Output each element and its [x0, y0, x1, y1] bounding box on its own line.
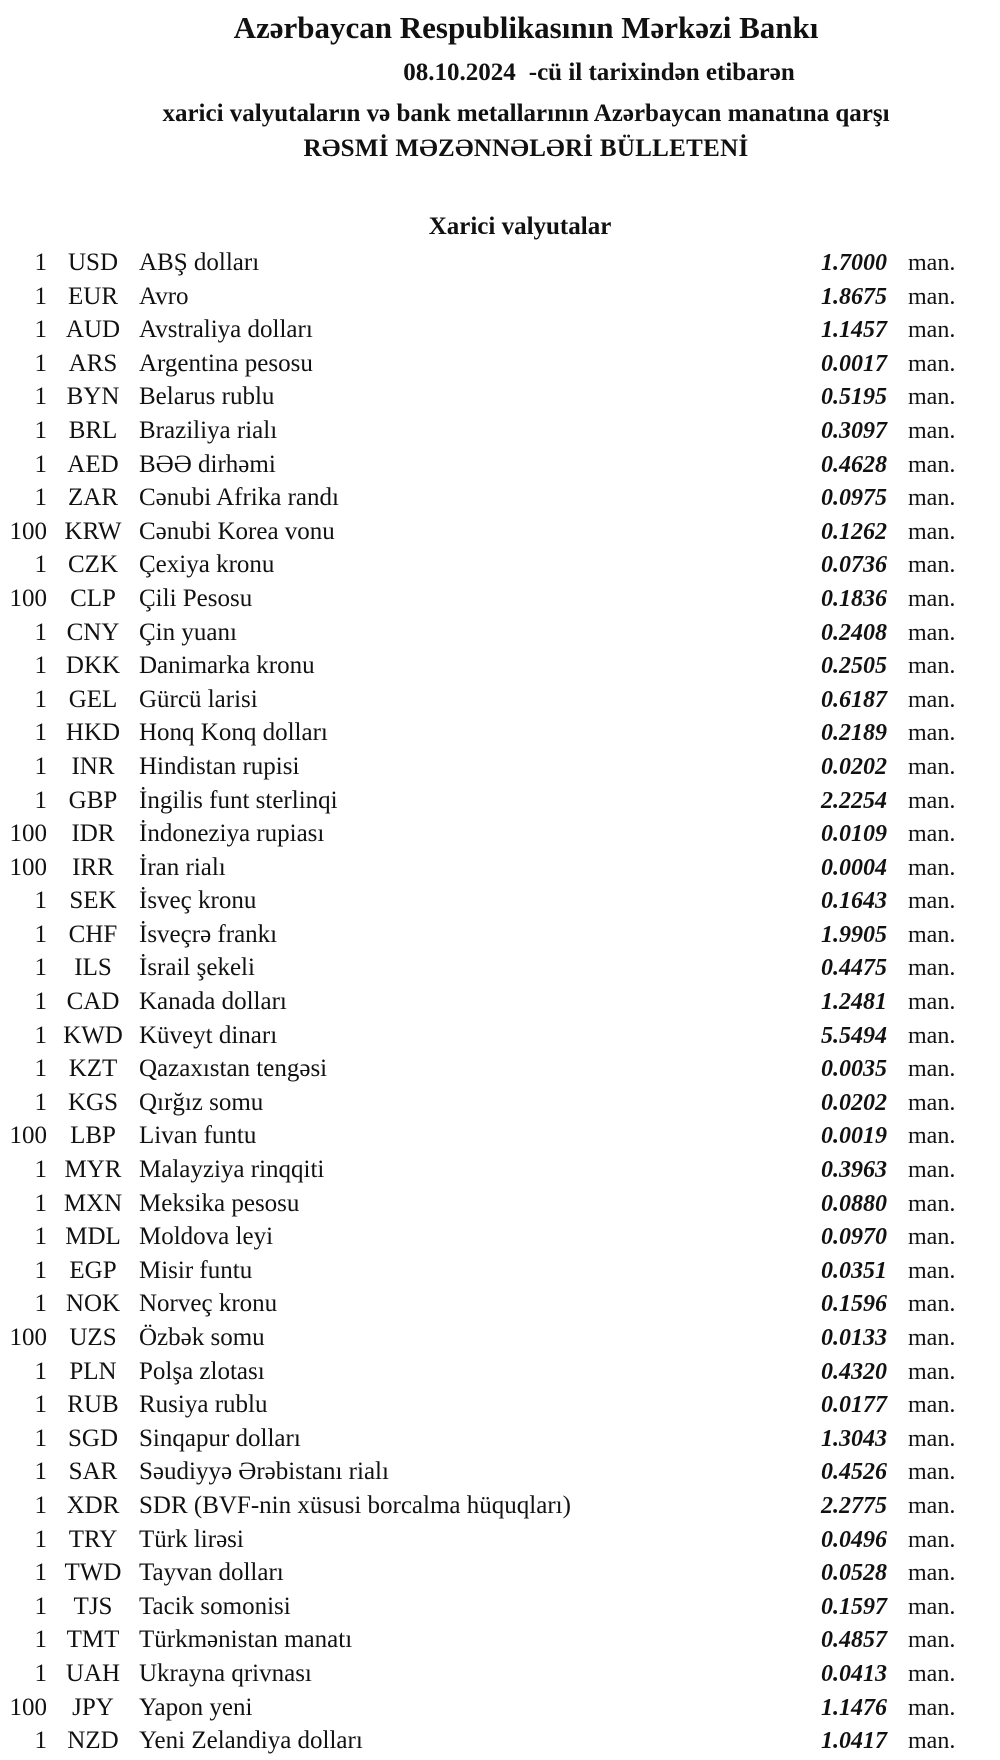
currency-row [0, 1422, 1000, 1456]
currency-code: NOK [65, 1290, 121, 1318]
unit-label: man. [908, 787, 956, 814]
rate-value: 2.2775 [821, 1492, 887, 1519]
unit-label: man. [908, 451, 956, 478]
nominal: 1 [34, 988, 47, 1016]
nominal: 1 [34, 1055, 47, 1083]
currency-row [0, 784, 1000, 818]
unit-label: man. [908, 1123, 956, 1150]
currency-code: SEK [69, 887, 117, 915]
unit-label: man. [908, 1089, 956, 1116]
unit-label: man. [908, 720, 956, 747]
unit-label: man. [908, 653, 956, 680]
nominal: 1 [34, 316, 47, 344]
currency-code: AED [67, 450, 119, 478]
currency-code: TMT [66, 1626, 120, 1654]
currency-name: Ukrayna qrivnası [139, 1659, 312, 1687]
currency-code: GBP [68, 786, 118, 814]
currency-name: Səudiyyə Ərəbistanı rialı [139, 1458, 389, 1486]
currency-row [0, 280, 1000, 314]
rate-value: 0.0109 [821, 821, 887, 848]
rate-value: 0.2408 [821, 619, 887, 646]
currency-code: CHF [68, 920, 118, 948]
bulletin-subtitle: xarici valyutaların və bank metallarının Azərbaycan manatına qarşı [162, 100, 890, 127]
currency-code: ARS [68, 349, 118, 377]
unit-label: man. [908, 1358, 956, 1385]
currency-name: Livan funtu [139, 1122, 257, 1150]
unit-label: man. [908, 854, 956, 881]
currency-code: IDR [71, 820, 115, 848]
nominal: 1 [34, 450, 47, 478]
rate-value: 0.0019 [821, 1123, 887, 1150]
unit-label: man. [908, 888, 956, 915]
currency-code: KZT [68, 1055, 118, 1083]
currency-code: CNY [66, 618, 120, 646]
currency-name: Avro [139, 282, 189, 310]
rate-value: 1.3043 [821, 1425, 887, 1452]
currency-code: MXN [63, 1189, 123, 1217]
rate-value: 1.2481 [821, 989, 887, 1016]
nominal: 100 [9, 584, 47, 612]
unit-label: man. [908, 1022, 956, 1049]
rate-value: 0.5195 [821, 384, 887, 411]
unit-label: man. [908, 1056, 956, 1083]
currency-row [0, 1019, 1000, 1053]
currency-row [0, 515, 1000, 549]
nominal: 1 [34, 652, 47, 680]
rate-value: 0.0970 [821, 1224, 887, 1251]
nominal: 1 [34, 1727, 47, 1755]
currency-name: Argentina pesosu [139, 349, 313, 377]
currency-name: Özbək somu [139, 1324, 265, 1351]
rate-value: 0.0736 [821, 552, 887, 579]
unit-label: man. [908, 1157, 956, 1184]
currency-name: İndoneziya rupiası [139, 820, 325, 848]
currency-name: Polşa zlotası [139, 1357, 265, 1385]
nominal: 1 [34, 1424, 47, 1452]
currency-row [0, 951, 1000, 985]
nominal: 1 [34, 1021, 47, 1049]
rate-value: 0.2505 [821, 653, 887, 680]
unit-label: man. [908, 1660, 956, 1687]
unit-label: man. [908, 1560, 956, 1587]
currency-row [0, 683, 1000, 717]
currency-row [0, 1153, 1000, 1187]
nominal: 1 [34, 416, 47, 444]
currency-row [0, 616, 1000, 650]
currency-name: Türkmənistan manatı [139, 1626, 353, 1654]
currency-name: ABŞ dolları [139, 249, 260, 276]
currency-code: CAD [66, 988, 120, 1016]
currency-row [0, 582, 1000, 616]
currency-name: İngilis funt sterlinqi [139, 786, 338, 814]
currency-name: Moldova leyi [139, 1223, 274, 1251]
rate-value: 1.9905 [821, 921, 887, 948]
effective-date-suffix: -cü il tarixindən etibarən [528, 59, 795, 86]
currency-name: Braziliya rialı [139, 416, 278, 444]
nominal: 1 [34, 383, 47, 411]
nominal: 1 [34, 282, 47, 310]
unit-label: man. [908, 1492, 956, 1519]
currency-row [0, 817, 1000, 851]
nominal: 1 [34, 685, 47, 713]
currency-name: Çin yuanı [139, 618, 237, 646]
section-title-foreign-currencies: Xarici valyutalar [428, 213, 612, 240]
unit-label: man. [908, 1425, 956, 1452]
rates-table [0, 246, 1000, 1758]
nominal: 1 [34, 786, 47, 814]
nominal: 1 [34, 618, 47, 646]
currency-name: Avstraliya dolları [139, 316, 313, 344]
currency-name: Malayziya rinqqiti [139, 1156, 325, 1184]
unit-label: man. [908, 1459, 956, 1486]
currency-name: Çexiya kronu [139, 551, 275, 579]
currency-code: AUD [65, 316, 121, 344]
currency-name: Gürcü larisi [139, 685, 258, 713]
currency-name: İran rialı [139, 853, 226, 881]
currency-code: BRL [68, 416, 118, 444]
rate-value: 0.0133 [821, 1325, 887, 1351]
currency-code: SAR [68, 1458, 118, 1486]
unit-label: man. [908, 552, 956, 579]
currency-row [0, 1254, 1000, 1288]
rate-value: 0.6187 [821, 686, 887, 713]
currency-row [0, 1355, 1000, 1389]
nominal: 1 [34, 1290, 47, 1318]
currency-code: EUR [68, 282, 118, 310]
currency-name: Küveyt dinarı [139, 1021, 278, 1049]
unit-label: man. [908, 518, 956, 545]
rate-value: 1.0417 [821, 1728, 887, 1755]
currency-row [0, 1455, 1000, 1489]
nominal: 1 [34, 1391, 47, 1419]
currency-name: Qırğız somu [139, 1088, 264, 1116]
currency-name: Yeni Zelandiya dolları [139, 1727, 363, 1755]
currency-row [0, 1388, 1000, 1422]
unit-label: man. [908, 921, 956, 948]
currency-name: Belarus rublu [139, 383, 275, 411]
unit-label: man. [908, 1190, 956, 1217]
rate-value: 0.1597 [821, 1593, 887, 1620]
unit-label: man. [908, 989, 956, 1016]
nominal: 1 [34, 1525, 47, 1553]
unit-label: man. [908, 955, 956, 982]
currency-code: USD [67, 249, 118, 276]
unit-label: man. [908, 1257, 956, 1284]
currency-row [0, 1052, 1000, 1086]
nominal: 100 [9, 1693, 47, 1721]
currency-row [0, 1623, 1000, 1657]
currency-code: XDR [66, 1491, 120, 1519]
nominal: 100 [9, 1122, 47, 1150]
unit-label: man. [908, 1392, 956, 1419]
currency-name: Rusiya rublu [139, 1391, 268, 1419]
unit-label: man. [908, 283, 956, 310]
currency-row [0, 884, 1000, 918]
unit-label: man. [908, 619, 956, 646]
rate-value: 1.1457 [821, 317, 887, 344]
rate-value: 0.4320 [821, 1358, 887, 1385]
rate-value: 0.4475 [821, 955, 887, 982]
currency-row [0, 1590, 1000, 1624]
unit-label: man. [908, 821, 956, 848]
unit-label: man. [908, 417, 956, 444]
currency-code: HKD [65, 719, 121, 747]
unit-label: man. [908, 350, 956, 377]
currency-name: Norveç kronu [139, 1290, 278, 1318]
currency-code: INR [71, 752, 115, 780]
currency-name: BƏƏ dirhəmi [139, 450, 276, 478]
currency-name: Tayvan dolları [139, 1559, 284, 1587]
nominal: 1 [34, 1156, 47, 1184]
currency-code: EGP [69, 1256, 117, 1284]
currency-name: Tacik somonisi [139, 1592, 291, 1620]
currency-row [0, 716, 1000, 750]
nominal: 1 [34, 349, 47, 377]
nominal: 100 [9, 820, 47, 848]
nominal: 1 [34, 1592, 47, 1620]
currency-code: KRW [64, 517, 122, 545]
currency-code: MDL [65, 1223, 121, 1251]
currency-name: Türk lirəsi [139, 1525, 244, 1553]
currency-code: KGS [67, 1088, 118, 1116]
currency-row [0, 1086, 1000, 1120]
rate-value: 0.3097 [821, 417, 887, 444]
nominal: 1 [34, 1223, 47, 1251]
currency-name: Hindistan rupisi [139, 752, 300, 780]
currency-row [0, 1691, 1000, 1725]
nominal: 1 [34, 954, 47, 982]
nominal: 1 [34, 1458, 47, 1486]
rate-value: 0.4857 [821, 1627, 887, 1654]
currency-row [0, 918, 1000, 952]
effective-date: 08.10.2024 [403, 59, 516, 86]
rate-value: 0.0202 [821, 1089, 887, 1116]
currency-code: CLP [70, 584, 116, 612]
currency-name: Cənubi Afrika randı [139, 484, 339, 512]
currency-code: MYR [64, 1156, 122, 1184]
currency-code: NZD [67, 1727, 119, 1755]
rate-value: 1.1476 [821, 1694, 887, 1721]
unit-label: man. [908, 686, 956, 713]
currency-code: UZS [69, 1324, 117, 1351]
rate-value: 0.0975 [821, 485, 887, 512]
currency-row [0, 1119, 1000, 1153]
currency-row [0, 1523, 1000, 1557]
rate-value: 0.1643 [821, 888, 887, 915]
nominal: 1 [34, 887, 47, 915]
currency-row [0, 750, 1000, 784]
rate-value: 1.8675 [821, 283, 887, 310]
unit-label: man. [908, 384, 956, 411]
effective-date-line [198, 56, 1000, 90]
unit-label: man. [908, 1694, 956, 1721]
nominal: 100 [9, 517, 47, 545]
unit-label: man. [908, 585, 956, 612]
currency-code: GEL [68, 685, 118, 713]
currency-code: SGD [67, 1424, 118, 1452]
currency-code: TRY [68, 1525, 118, 1553]
currency-row [0, 414, 1000, 448]
currency-row [0, 1287, 1000, 1321]
rate-value: 0.0413 [821, 1660, 887, 1687]
nominal: 1 [34, 249, 47, 276]
unit-label: man. [908, 1224, 956, 1251]
nominal: 1 [34, 719, 47, 747]
currency-code: ILS [74, 954, 112, 982]
currency-name: Kanada dolları [139, 988, 287, 1016]
unit-label: man. [908, 250, 956, 276]
nominal: 1 [34, 1626, 47, 1654]
currency-row [0, 1321, 1000, 1355]
currency-row [0, 448, 1000, 482]
nominal: 1 [34, 1659, 47, 1687]
currency-row [0, 246, 1000, 280]
currency-code: JPY [72, 1693, 114, 1721]
nominal: 1 [34, 484, 47, 512]
currency-name: Qazaxıstan tengəsi [139, 1055, 328, 1083]
nominal: 1 [34, 1491, 47, 1519]
currency-row [0, 649, 1000, 683]
currency-name: İsveç kronu [139, 887, 257, 915]
unit-label: man. [908, 1526, 956, 1553]
currency-row [0, 1657, 1000, 1691]
currency-code: LBP [70, 1122, 116, 1150]
nominal: 1 [34, 1559, 47, 1587]
rate-value: 0.0004 [821, 854, 887, 881]
currency-row [0, 985, 1000, 1019]
currency-name: Meksika pesosu [139, 1189, 300, 1217]
rate-value: 0.1262 [821, 518, 887, 545]
currency-name: Cənubi Korea vonu [139, 517, 335, 545]
nominal: 1 [34, 1088, 47, 1116]
nominal: 1 [34, 1357, 47, 1385]
currency-row [0, 851, 1000, 885]
bulletin-title: RƏSMİ MƏZƏNNƏLƏRİ BÜLLETENİ [303, 135, 749, 162]
currency-name: Honq Konq dolları [139, 719, 328, 747]
unit-label: man. [908, 1291, 956, 1318]
currency-code: UAH [65, 1659, 121, 1687]
currency-name: İsveçrə frankı [139, 920, 278, 948]
nominal: 1 [34, 1256, 47, 1284]
rate-value: 0.4526 [821, 1459, 887, 1486]
currency-name: İsrail şekeli [139, 954, 255, 982]
currency-row [0, 1220, 1000, 1254]
currency-row [0, 548, 1000, 582]
rate-value: 1.7000 [821, 250, 887, 276]
unit-label: man. [908, 753, 956, 780]
rate-value: 0.4628 [821, 451, 887, 478]
currency-name: Yapon yeni [139, 1693, 253, 1721]
currency-code: DKK [65, 652, 121, 680]
rate-value: 0.0202 [821, 753, 887, 780]
unit-label: man. [908, 1325, 956, 1351]
rate-value: 0.1836 [821, 585, 887, 612]
currency-code: IRR [72, 853, 114, 881]
nominal: 100 [9, 853, 47, 881]
nominal: 100 [9, 1324, 47, 1351]
currency-row [0, 1187, 1000, 1221]
currency-code: CZK [68, 551, 118, 579]
rate-value: 0.3963 [821, 1157, 887, 1184]
currency-code: BYN [66, 383, 120, 411]
unit-label: man. [908, 1593, 956, 1620]
nominal: 1 [34, 920, 47, 948]
currency-code: RUB [67, 1391, 119, 1419]
rate-value: 0.2189 [821, 720, 887, 747]
bank-name-title: Azərbaycan Respublikasının Mərkəzi Bankı [233, 10, 819, 45]
currency-row [0, 1489, 1000, 1523]
unit-label: man. [908, 1627, 956, 1654]
rate-value: 5.5494 [821, 1022, 887, 1049]
currency-name: Çili Pesosu [139, 584, 253, 612]
currency-code: PLN [69, 1357, 117, 1385]
currency-code: TJS [73, 1592, 113, 1620]
rate-value: 0.0528 [821, 1560, 887, 1587]
rate-value: 0.1596 [821, 1291, 887, 1318]
rate-value: 0.0017 [821, 350, 887, 377]
currency-name: Sinqapur dolları [139, 1424, 301, 1452]
currency-row [0, 1556, 1000, 1590]
nominal: 1 [34, 551, 47, 579]
rate-value: 0.0880 [821, 1190, 887, 1217]
currency-code: KWD [63, 1021, 123, 1049]
nominal: 1 [34, 1189, 47, 1217]
currency-row [0, 1724, 1000, 1758]
unit-label: man. [908, 485, 956, 512]
rate-value: 0.0035 [821, 1056, 887, 1083]
rate-value: 0.0177 [821, 1392, 887, 1419]
unit-label: man. [908, 1728, 956, 1755]
currency-row [0, 313, 1000, 347]
currency-row [0, 347, 1000, 381]
nominal: 1 [34, 752, 47, 780]
unit-label: man. [908, 317, 956, 344]
rate-value: 0.0351 [821, 1257, 887, 1284]
currency-row [0, 481, 1000, 515]
currency-name: SDR (BVF-nin xüsusi borcalma hüquqları) [139, 1491, 571, 1519]
currency-name: Danimarka kronu [139, 652, 315, 680]
rate-value: 0.0496 [821, 1526, 887, 1553]
currency-code: ZAR [68, 484, 118, 512]
currency-code: TWD [64, 1559, 122, 1587]
currency-row [0, 380, 1000, 414]
currency-name: Misir funtu [139, 1256, 253, 1284]
rate-value: 2.2254 [821, 787, 887, 814]
